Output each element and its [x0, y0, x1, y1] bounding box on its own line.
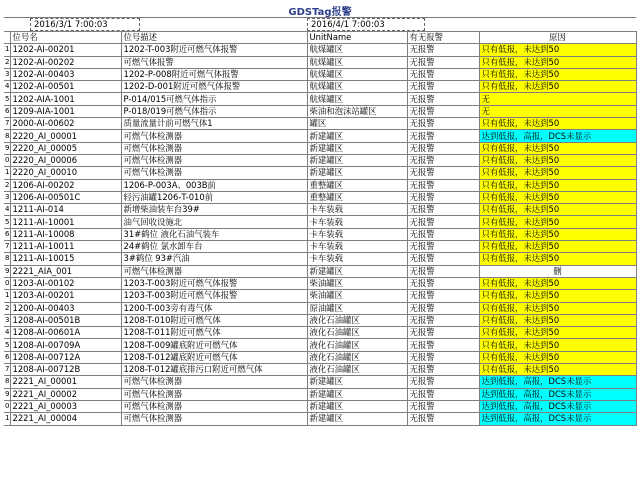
- cell-tag[interactable]: 1211-AI-10008: [10, 228, 121, 240]
- cell-tag[interactable]: 1206-AI-00202: [10, 179, 121, 191]
- row-index: 2: [4, 302, 10, 314]
- cell-tag[interactable]: 2221_AI_00002: [10, 388, 121, 400]
- cell-reason[interactable]: 只有低报，未达到50: [479, 351, 636, 363]
- row-index: 0: [4, 277, 10, 289]
- cell-alarm-status[interactable]: 无报警: [407, 364, 479, 376]
- table-row: [4, 44, 636, 56]
- cell-unit-name[interactable]: 航煤罐区: [307, 44, 407, 56]
- cell-alarm-status[interactable]: 无报警: [407, 314, 479, 326]
- cell-tag[interactable]: 1202-AI-00201: [10, 44, 121, 56]
- cell-description[interactable]: 可燃气体检测器: [121, 388, 307, 400]
- cell-reason[interactable]: 只有低报，未达到50: [479, 154, 636, 166]
- cell-alarm-status[interactable]: 无报警: [407, 241, 479, 253]
- row-index: 1: [4, 167, 10, 179]
- cell-reason[interactable]: 只有低报，未达到50: [479, 142, 636, 154]
- cell-tag[interactable]: 1208-AI-00709A: [10, 339, 121, 351]
- cell-description[interactable]: 质量流量计前可燃气体1: [121, 118, 307, 130]
- cell-description[interactable]: P-014/015可燃气体指示: [121, 93, 307, 105]
- cell-tag[interactable]: 1202-AI-00501: [10, 81, 121, 93]
- table-row: [4, 130, 636, 142]
- cell-unit-name[interactable]: 液化石油罐区: [307, 327, 407, 339]
- cell-unit-name[interactable]: 卡车装载: [307, 253, 407, 265]
- table-row: [4, 81, 636, 93]
- date-range-bar: [4, 17, 636, 32]
- cell-description[interactable]: 1208-T-012罐底附近可燃气体: [121, 351, 307, 363]
- cell-tag[interactable]: 1211-AI-014: [10, 204, 121, 216]
- cell-reason[interactable]: 只有低报，未达到50: [479, 179, 636, 191]
- table-row: [4, 142, 636, 154]
- cell-alarm-status[interactable]: 无报警: [407, 118, 479, 130]
- table-row: [4, 228, 636, 240]
- cell-unit-name[interactable]: 液化石油罐区: [307, 339, 407, 351]
- cell-reason[interactable]: 只有低报，未达到50: [479, 314, 636, 326]
- cell-tag[interactable]: 2220_AI_00006: [10, 154, 121, 166]
- cell-description[interactable]: 可燃气体检测器: [121, 265, 307, 277]
- cell-reason[interactable]: 只有低报，未达到50: [479, 253, 636, 265]
- cell-reason[interactable]: 只有低报，未达到50: [479, 68, 636, 80]
- cell-alarm-status[interactable]: 无报警: [407, 130, 479, 142]
- row-index: 2: [4, 179, 10, 191]
- header-tag[interactable]: 位号名: [10, 32, 121, 44]
- sheet-title: GDSTag报警: [288, 7, 352, 18]
- cell-alarm-status[interactable]: 无报警: [407, 413, 479, 425]
- cell-description[interactable]: 1202-D-001附近可燃气体报警: [121, 81, 307, 93]
- row-index: 1: [4, 413, 10, 425]
- table-row: [4, 302, 636, 314]
- cell-reason[interactable]: 只有低报，未达到50: [479, 277, 636, 289]
- row-index: 5: [4, 216, 10, 228]
- cell-alarm-status[interactable]: 无报警: [407, 44, 479, 56]
- cell-description[interactable]: 可燃气体检测器: [121, 154, 307, 166]
- cell-description[interactable]: 1206-P-003A、003B前: [121, 179, 307, 191]
- row-index: 2: [4, 56, 10, 68]
- cell-tag[interactable]: 1202-AIA-1001: [10, 93, 121, 105]
- cell-description[interactable]: 1203-T-003附近可燃气体报警: [121, 290, 307, 302]
- cell-alarm-status[interactable]: 无报警: [407, 56, 479, 68]
- cell-unit-name[interactable]: 柴油罐区: [307, 290, 407, 302]
- cell-unit-name[interactable]: 航煤罐区: [307, 81, 407, 93]
- cell-description[interactable]: 可燃气体检测器: [121, 142, 307, 154]
- row-index: 4: [4, 204, 10, 216]
- table-row: [4, 241, 636, 253]
- cell-alarm-status[interactable]: 无报警: [407, 351, 479, 363]
- cell-reason[interactable]: 只有低报，未达到50: [479, 56, 636, 68]
- cell-tag[interactable]: 2220_AI_00005: [10, 142, 121, 154]
- cell-alarm-status[interactable]: 无报警: [407, 167, 479, 179]
- cell-tag[interactable]: 2000-AI-00602: [10, 118, 121, 130]
- cell-alarm-status[interactable]: 无报警: [407, 339, 479, 351]
- table-row: [4, 154, 636, 166]
- cell-alarm-status[interactable]: 无报警: [407, 400, 479, 412]
- cell-alarm-status[interactable]: 无报警: [407, 154, 479, 166]
- cell-unit-name[interactable]: 新建罐区: [307, 400, 407, 412]
- header-description[interactable]: 位号描述: [121, 32, 307, 44]
- cell-unit-name[interactable]: 柴油罐区: [307, 277, 407, 289]
- row-index: 6: [4, 351, 10, 363]
- table-row: [4, 339, 636, 351]
- cell-alarm-status[interactable]: 无报警: [407, 376, 479, 388]
- gds-alarm-table: [4, 31, 637, 426]
- row-index: 7: [4, 118, 10, 130]
- cell-tag[interactable]: 1208-AI-00601A: [10, 327, 121, 339]
- table-row: [4, 253, 636, 265]
- row-index: 3: [4, 68, 10, 80]
- row-index: 0: [4, 154, 10, 166]
- cell-reason[interactable]: 达到低报，高报，DCS未显示: [479, 130, 636, 142]
- header-row: [4, 32, 636, 44]
- table-row: [4, 191, 636, 203]
- cell-alarm-status[interactable]: 无报警: [407, 265, 479, 277]
- cell-unit-name[interactable]: 液化石油罐区: [307, 314, 407, 326]
- table-row: [4, 413, 636, 425]
- cell-tag[interactable]: 2221_AI_00001: [10, 376, 121, 388]
- cell-reason[interactable]: 只有低报，未达到50: [479, 44, 636, 56]
- row-index: 6: [4, 105, 10, 117]
- cell-description[interactable]: 3#鹤位 93#汽油: [121, 253, 307, 265]
- cell-tag[interactable]: 1209-AIA-1001: [10, 105, 121, 117]
- cell-alarm-status[interactable]: 无报警: [407, 105, 479, 117]
- cell-reason[interactable]: 无: [479, 93, 636, 105]
- cell-description[interactable]: 1208-T-010附近可燃气体: [121, 314, 307, 326]
- table-row: [4, 118, 636, 130]
- table-row: [4, 351, 636, 363]
- cell-description[interactable]: 可燃气体检测器: [121, 167, 307, 179]
- cell-alarm-status[interactable]: 无报警: [407, 216, 479, 228]
- cell-description[interactable]: 1208-T-012罐底排污口附近可燃气体: [121, 364, 307, 376]
- table-row: [4, 277, 636, 289]
- cell-tag[interactable]: 1200-AI-00403: [10, 302, 121, 314]
- cell-reason[interactable]: 只有低报，未达到50: [479, 228, 636, 240]
- cell-tag[interactable]: 1211-AI-10011: [10, 241, 121, 253]
- cell-description[interactable]: 可燃气体报警: [121, 56, 307, 68]
- cell-unit-name[interactable]: 新建罐区: [307, 142, 407, 154]
- cell-unit-name[interactable]: 新建罐区: [307, 154, 407, 166]
- cell-description[interactable]: 可燃气体检测器: [121, 376, 307, 388]
- cell-description[interactable]: 1202-T-003附近可燃气体报警: [121, 44, 307, 56]
- row-index: 1: [4, 290, 10, 302]
- cell-description[interactable]: 31#鹤位 液化石油气装车: [121, 228, 307, 240]
- cell-reason[interactable]: 达到低报，高报，DCS未显示: [479, 413, 636, 425]
- cell-unit-name[interactable]: 重整罐区: [307, 191, 407, 203]
- cell-reason[interactable]: 只有低报，未达到50: [479, 216, 636, 228]
- cell-tag[interactable]: 2221_AI_00004: [10, 413, 121, 425]
- cell-description[interactable]: 可燃气体检测器: [121, 413, 307, 425]
- cell-unit-name[interactable]: 新建罐区: [307, 130, 407, 142]
- cell-reason[interactable]: 只有低报，未达到50: [479, 118, 636, 130]
- cell-tag[interactable]: 1203-AI-00201: [10, 290, 121, 302]
- row-index: 8: [4, 376, 10, 388]
- start-date-cell[interactable]: 2016/3/1 7:00:03: [30, 18, 140, 31]
- cell-unit-name[interactable]: 卡车装载: [307, 216, 407, 228]
- table-row: [4, 93, 636, 105]
- cell-alarm-status[interactable]: 无报警: [407, 228, 479, 240]
- row-index: 8: [4, 253, 10, 265]
- table-row: [4, 68, 636, 80]
- table-row: [4, 290, 636, 302]
- row-index: 7: [4, 241, 10, 253]
- cell-tag[interactable]: 1203-AI-00102: [10, 277, 121, 289]
- cell-unit-name[interactable]: 卡车装载: [307, 241, 407, 253]
- cell-alarm-status[interactable]: 无报警: [407, 388, 479, 400]
- cell-reason[interactable]: 无: [479, 105, 636, 117]
- cell-description[interactable]: 油气回收设施北: [121, 216, 307, 228]
- row-index: 9: [4, 388, 10, 400]
- row-index: 8: [4, 130, 10, 142]
- row-index: 3: [4, 314, 10, 326]
- cell-alarm-status[interactable]: 无报警: [407, 93, 479, 105]
- cell-tag[interactable]: 1211-AI-10001: [10, 216, 121, 228]
- row-index: 6: [4, 228, 10, 240]
- header-reason[interactable]: 原因: [479, 32, 636, 44]
- cell-reason[interactable]: 只有低报，未达到50: [479, 191, 636, 203]
- row-index: 9: [4, 142, 10, 154]
- cell-reason[interactable]: 只有低报，未达到50: [479, 81, 636, 93]
- cell-reason[interactable]: 只有低报，未达到50: [479, 204, 636, 216]
- cell-reason[interactable]: 只有低报，未达到50: [479, 241, 636, 253]
- cell-description[interactable]: 可燃气体检测器: [121, 400, 307, 412]
- cell-reason[interactable]: 达到低报，高报，DCS未显示: [479, 400, 636, 412]
- table-row: [4, 364, 636, 376]
- table-row: [4, 216, 636, 228]
- table-row: [4, 388, 636, 400]
- cell-tag[interactable]: 1208-AI-00712B: [10, 364, 121, 376]
- header-alarm-status[interactable]: 有无报警: [407, 32, 479, 44]
- cell-alarm-status[interactable]: 无报警: [407, 327, 479, 339]
- cell-unit-name[interactable]: 新建罐区: [307, 376, 407, 388]
- cell-tag[interactable]: 2221_AI_00003: [10, 400, 121, 412]
- row-index: 7: [4, 364, 10, 376]
- cell-unit-name[interactable]: 原油罐区: [307, 302, 407, 314]
- cell-alarm-status[interactable]: 无报警: [407, 204, 479, 216]
- cell-description[interactable]: 1203-T-003附近可燃气体报警: [121, 277, 307, 289]
- cell-reason[interactable]: 只有低报，未达到50: [479, 302, 636, 314]
- cell-unit-name[interactable]: 航煤罐区: [307, 93, 407, 105]
- cell-description[interactable]: P-018/019可燃气体指示: [121, 105, 307, 117]
- cell-alarm-status[interactable]: 无报警: [407, 191, 479, 203]
- cell-unit-name[interactable]: 柴油和泡沫站罐区: [307, 105, 407, 117]
- cell-description[interactable]: 轻污油罐1206-T-010前: [121, 191, 307, 203]
- row-index: 4: [4, 327, 10, 339]
- cell-reason[interactable]: 达到低报，高报，DCS未显示: [479, 388, 636, 400]
- table-row: [4, 265, 636, 277]
- cell-tag[interactable]: 1211-AI-10015: [10, 253, 121, 265]
- cell-alarm-status[interactable]: 无报警: [407, 253, 479, 265]
- cell-tag[interactable]: 2221_AIA_001: [10, 265, 121, 277]
- cell-alarm-status[interactable]: 无报警: [407, 290, 479, 302]
- cell-unit-name[interactable]: 罐区: [307, 118, 407, 130]
- cell-unit-name[interactable]: 新建罐区: [307, 167, 407, 179]
- cell-alarm-status[interactable]: 无报警: [407, 68, 479, 80]
- row-index: 5: [4, 93, 10, 105]
- row-index: 1: [4, 44, 10, 56]
- cell-alarm-status[interactable]: 无报警: [407, 179, 479, 191]
- row-index: 0: [4, 400, 10, 412]
- cell-unit-name[interactable]: 重整罐区: [307, 179, 407, 191]
- cell-tag[interactable]: 1202-AI-00202: [10, 56, 121, 68]
- table-row: [4, 105, 636, 117]
- table-row: [4, 179, 636, 191]
- cell-alarm-status[interactable]: 无报警: [407, 302, 479, 314]
- table-row: [4, 167, 636, 179]
- cell-reason[interactable]: 删: [479, 265, 636, 277]
- cell-unit-name[interactable]: 卡车装载: [307, 204, 407, 216]
- cell-description[interactable]: 1208-T-011附近可燃气体: [121, 327, 307, 339]
- cell-description[interactable]: 1202-P-008附近可燃气体报警: [121, 68, 307, 80]
- cell-tag[interactable]: 1206-AI-00501C: [10, 191, 121, 203]
- header-unit-name[interactable]: UnitName: [307, 32, 407, 44]
- table-row: [4, 327, 636, 339]
- cell-tag[interactable]: 2220_AI_00010: [10, 167, 121, 179]
- cell-description[interactable]: 1200-T-003旁有毒气体: [121, 302, 307, 314]
- cell-unit-name[interactable]: 航煤罐区: [307, 68, 407, 80]
- cell-tag[interactable]: 1208-AI-00501B: [10, 314, 121, 326]
- row-index: 4: [4, 81, 10, 93]
- row-index: 5: [4, 339, 10, 351]
- cell-tag[interactable]: 1208-AI-00712A: [10, 351, 121, 363]
- cell-reason[interactable]: 只有低报，未达到50: [479, 327, 636, 339]
- cell-alarm-status[interactable]: 无报警: [407, 81, 479, 93]
- cell-reason[interactable]: 只有低报，未达到50: [479, 364, 636, 376]
- table-row: [4, 376, 636, 388]
- cell-alarm-status[interactable]: 无报警: [407, 142, 479, 154]
- cell-reason[interactable]: 只有低报，未达到50: [479, 290, 636, 302]
- cell-unit-name[interactable]: 新建罐区: [307, 413, 407, 425]
- cell-description[interactable]: 可燃气体检测器: [121, 130, 307, 142]
- table-body: [4, 44, 636, 425]
- cell-description[interactable]: 1208-T-009罐底附近可燃气体: [121, 339, 307, 351]
- cell-unit-name[interactable]: 液化石油罐区: [307, 364, 407, 376]
- cell-description[interactable]: 24#鹤位 氯水卸车台: [121, 241, 307, 253]
- table-row: [4, 314, 636, 326]
- end-date-cell[interactable]: 2016/4/1 7:00:03: [307, 18, 425, 31]
- table-row: [4, 400, 636, 412]
- cell-tag[interactable]: 1202-AI-00403: [10, 68, 121, 80]
- cell-unit-name[interactable]: 液化石油罐区: [307, 351, 407, 363]
- cell-unit-name[interactable]: 新建罐区: [307, 265, 407, 277]
- cell-reason[interactable]: 达到低报，高报，DCS未显示: [479, 376, 636, 388]
- cell-reason[interactable]: 只有低报，未达到50: [479, 339, 636, 351]
- cell-reason[interactable]: 只有低报，未达到50: [479, 167, 636, 179]
- cell-unit-name[interactable]: 航煤罐区: [307, 56, 407, 68]
- table-row: [4, 56, 636, 68]
- row-index: 9: [4, 265, 10, 277]
- cell-tag[interactable]: 2220_AI_00001: [10, 130, 121, 142]
- table-row: [4, 204, 636, 216]
- row-index: 3: [4, 191, 10, 203]
- cell-unit-name[interactable]: 卡车装载: [307, 228, 407, 240]
- cell-description[interactable]: 新增柴油装车台39#: [121, 204, 307, 216]
- cell-alarm-status[interactable]: 无报警: [407, 277, 479, 289]
- cell-unit-name[interactable]: 新建罐区: [307, 388, 407, 400]
